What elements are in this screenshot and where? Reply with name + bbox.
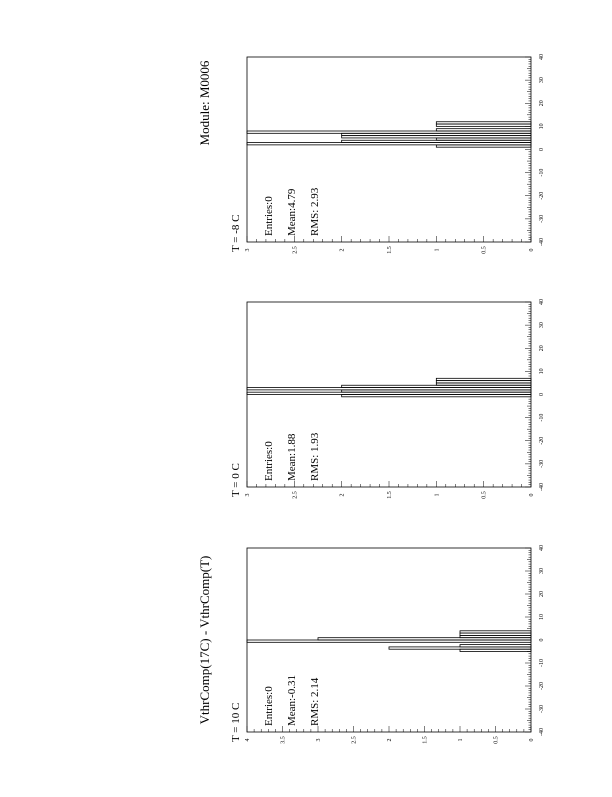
y-tick-label: 3 (316, 738, 322, 742)
x-tick-label: 20 (539, 345, 545, 352)
x-tick-label: 30 (539, 568, 545, 574)
x-tick-label: 10 (539, 614, 545, 620)
stats-entries: Entries:0 (263, 686, 275, 726)
x-tick-label: 30 (539, 77, 545, 84)
y-tick-label: 2 (339, 493, 346, 497)
x-tick-label: -10 (539, 659, 545, 667)
x-tick-label: 10 (539, 368, 545, 375)
histogram-bar (460, 645, 531, 647)
temperature-label: T = -8 C (230, 214, 242, 252)
stats-entries: Entries:0 (263, 441, 275, 481)
histogram-panel (230, 545, 545, 744)
y-tick-label: 2.5 (292, 246, 299, 254)
x-tick-label: 30 (539, 322, 545, 329)
stats-mean: Mean:4.79 (286, 188, 298, 236)
x-tick-label: 10 (539, 123, 545, 130)
y-tick-label: 0.5 (481, 491, 488, 499)
y-tick-label: 3.5 (280, 736, 287, 744)
stats-rms: RMS: 2.93 (309, 187, 321, 236)
x-tick-label: -10 (539, 413, 545, 422)
histogram-bar (460, 631, 531, 633)
y-tick-label: 2.5 (292, 491, 299, 499)
x-tick-label: -20 (539, 191, 545, 200)
titles (197, 60, 212, 724)
stats-mean: Mean:1.88 (286, 433, 298, 481)
histogram-bar (436, 122, 531, 124)
x-tick-label: -30 (539, 214, 545, 223)
x-tick-label: -30 (539, 705, 545, 713)
x-tick-label: 20 (539, 591, 545, 597)
stats-rms: RMS: 1.93 (309, 432, 321, 481)
module-label: Module: M0006 (197, 60, 212, 146)
stats-rms: RMS: 2.14 (309, 677, 321, 726)
x-tick-label: -40 (539, 483, 545, 491)
histogram-panel (230, 299, 545, 499)
histogram-bar (436, 378, 531, 380)
x-tick-label: 40 (539, 545, 545, 551)
y-tick-label: 0 (529, 248, 535, 252)
y-tick-label: 3 (245, 493, 251, 497)
y-tick-label: 2.5 (351, 736, 358, 744)
histogram-panels (230, 54, 545, 744)
x-tick-label: -40 (539, 728, 545, 736)
x-tick-label: -20 (539, 436, 545, 445)
y-tick-label: 4 (245, 738, 251, 742)
y-tick-label: 1.5 (387, 246, 393, 254)
page-title: VthrComp(17C) - VthrComp(T) (197, 555, 212, 725)
histogram-panel (230, 54, 545, 254)
temperature-label: T = 0 C (230, 463, 242, 497)
x-tick-label: 0 (539, 148, 545, 151)
histogram-bar (436, 129, 531, 131)
y-tick-label: 1 (434, 248, 441, 252)
y-tick-label: 2 (339, 248, 346, 252)
x-tick-label: 20 (539, 100, 545, 107)
y-tick-label: 1 (434, 493, 441, 497)
y-tick-label: 0 (529, 738, 535, 742)
x-tick-label: -20 (539, 682, 545, 690)
x-tick-label: -30 (539, 459, 545, 468)
x-tick-label: 0 (539, 393, 545, 396)
y-tick-label: 0.5 (493, 736, 500, 744)
y-tick-label: 0 (529, 493, 535, 497)
x-tick-label: 0 (539, 638, 545, 642)
stats-mean: Mean:-0.31 (286, 674, 298, 726)
x-tick-label: -40 (539, 238, 545, 246)
y-tick-label: 1 (458, 738, 464, 742)
x-tick-label: 40 (539, 299, 545, 305)
x-tick-label: -10 (539, 168, 545, 177)
temperature-label: T = 10 C (230, 702, 242, 742)
y-tick-label: 1.5 (387, 491, 393, 499)
y-tick-label: 3 (245, 248, 251, 252)
y-tick-label: 0.5 (481, 246, 488, 254)
stats-entries: Entries:0 (263, 196, 275, 236)
y-tick-label: 1.5 (422, 736, 429, 744)
x-tick-label: 40 (539, 54, 545, 60)
y-tick-label: 2 (387, 738, 393, 742)
